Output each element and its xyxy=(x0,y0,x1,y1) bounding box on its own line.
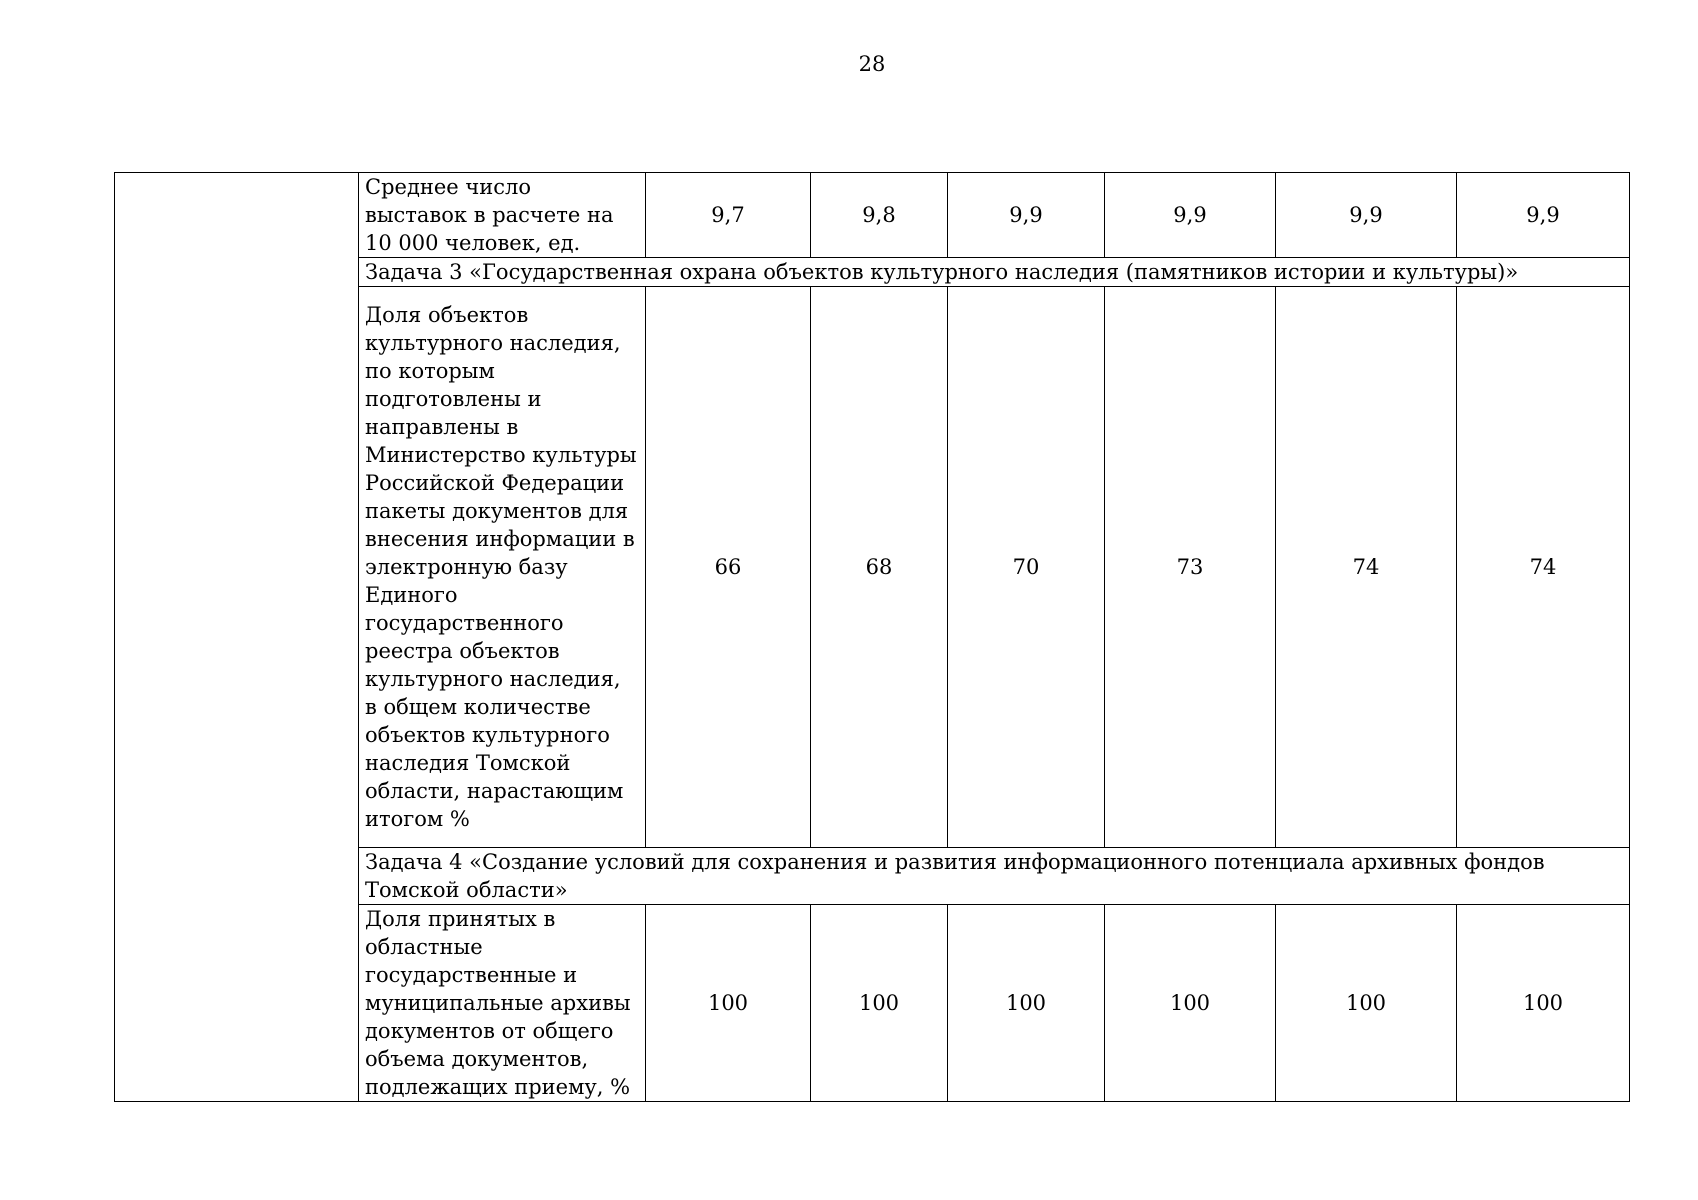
empty-left-cell xyxy=(115,173,359,1102)
indicator-value: 74 xyxy=(1276,287,1457,848)
indicator-value: 100 xyxy=(646,905,811,1102)
indicator-value: 9,9 xyxy=(1105,173,1276,258)
indicator-value: 73 xyxy=(1105,287,1276,848)
table-row xyxy=(115,173,1630,258)
indicator-value: 9,9 xyxy=(1457,173,1630,258)
page-number: 28 xyxy=(858,52,886,76)
task-heading: Задача 3 «Государственная охрана объектов культурного наследия (памятников истории и культуры)» xyxy=(359,258,1630,287)
indicator-value: 9,8 xyxy=(811,173,948,258)
indicator-value: 74 xyxy=(1457,287,1630,848)
indicator-value: 9,9 xyxy=(948,173,1105,258)
indicator-label: Доля объектов культурного наследия, по которым подготовлены и направлены в Министерство культуры Российской Федерации пакеты документов для внесения информации в электронную базу Единого государственного реестра объектов культурного наследия, в общем количестве объектов культурного наследия Томской области, нарастающим итогом % xyxy=(359,287,646,848)
indicator-value: 9,7 xyxy=(646,173,811,258)
indicator-value: 68 xyxy=(811,287,948,848)
indicator-label: Среднее число выставок в расчете на 10 000 человек, ед. xyxy=(359,173,646,258)
indicator-value: 100 xyxy=(948,905,1105,1102)
indicator-value: 100 xyxy=(1105,905,1276,1102)
task-heading: Задача 4 «Создание условий для сохранения и развития информационного потенциала архивных фондов Томской области» xyxy=(359,848,1630,905)
indicator-label: Доля принятых в областные государственные и муниципальные архивы документов от общего объема документов, подлежащих приему, % xyxy=(359,905,646,1102)
indicator-value: 66 xyxy=(646,287,811,848)
indicator-value: 100 xyxy=(811,905,948,1102)
indicator-value: 100 xyxy=(1276,905,1457,1102)
indicator-value: 70 xyxy=(948,287,1105,848)
indicator-value: 9,9 xyxy=(1276,173,1457,258)
indicators-table xyxy=(114,172,1630,1102)
indicator-value: 100 xyxy=(1457,905,1630,1102)
